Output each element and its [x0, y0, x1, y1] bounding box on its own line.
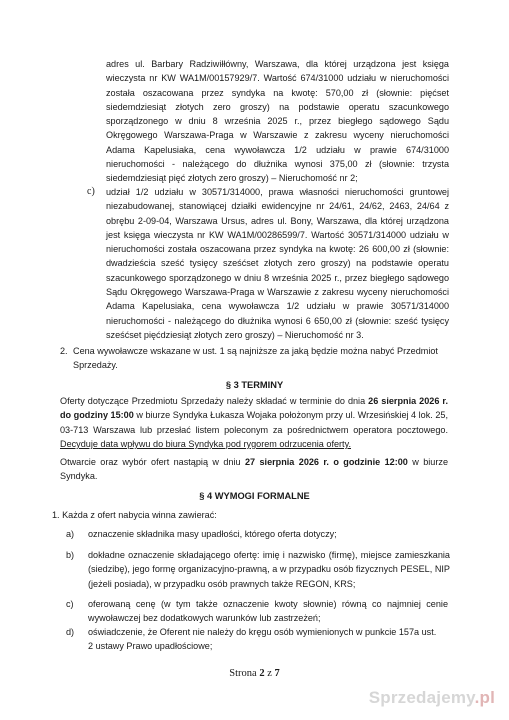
- page-number: Strona 2 z 7: [229, 668, 280, 679]
- list-label-2: 2.: [60, 346, 68, 356]
- requirement-item-c: oferowaną cenę (w tym także oznaczenie kwoty słownie) równą co najmniej cenie wywoławczej bez dodatkowych warunków lub zastrzeżeń;: [88, 599, 448, 624]
- requirement-label-d: d): [66, 627, 75, 637]
- property-3-paragraph: udział 1/2 udziału w 30571/314000, prawa własności nieruchomości gruntowej niezabudowanej, stanowiącej działki ewidencyjne nr 24/61, 24/62, 2463, 24/64 z obrębu 2-09-04, Warszawa Ursus, adres ul. Bony, Warszawa, dla której urządzona jest księga wieczysta nr KW WA1M/00286599/7. Wartość 30571/314000 udziału w nieruchomości została oszacowana przez syndyka na kwotę: 26 600,00 zł (słownie: dwadzieścia sześć tysięcy sześćset złotych zero groszy) na podstawie operatu szacunkowego sporządzonego w dniu 8 września 2025 r., przez biegłego sądowego Sądu Okręgowego Warszawa-Praga w Warszawie z zakresu wyceny nieruchomości Adama Kapelusiaka, cena wywoławcza 1/2 udziału w prawie 30571/314000 nieruchomości - należącego do dłużnika wynosi 6 650,00 zł (słownie: sześć tysięcy sześćset pięćdziesiąt złotych zero groszy) – Nieruchomość nr 3.: [106, 187, 449, 340]
- requirement-label-c: c): [66, 599, 74, 609]
- requirement-label-b: b): [66, 550, 75, 560]
- watermark-logo: Sprzedajemy.pl: [368, 688, 495, 707]
- list-label-c: c): [87, 186, 95, 197]
- requirement-item-a: oznaczenie składnika masy upadłości, którego oferta dotyczy;: [88, 529, 337, 539]
- offers-deadline-paragraph: Oferty dotyczące Przedmiotu Sprzedaży należy składać w terminie do dnia 26 sierpnia 2026 r. do godziny 15:00 w biurze Syndyka Łukasza Wojaka położonym przy ul. Wrzesińskiej 4 lok. 25, 03-713 Warszawa lub przesłać listem poleconym za pośrednictwem operatora pocztowego. Decyduje data wpływu do biura Syndyka pod rygorem odrzucenia oferty.: [60, 396, 448, 449]
- starting-price-note: Cena wywoławcze wskazane w ust. 1 są najniższe za jaką będzie można nabyć Przedmiot Sprzedaży.: [73, 346, 438, 371]
- requirement-item-b: dokładne oznaczenie składającego ofertę: imię i nazwisko (firmę), miejsce zamieszkania (siedzibę), jego formę organizacyjno-prawną, a w przypadku osób fizycznych PESEL, NIP (jeżeli posiada), w przypadku osób prawnych także REGON, KRS;: [88, 550, 450, 589]
- requirement-label-a: a): [66, 529, 75, 539]
- requirements-intro: 1. Każda z ofert nabycia winna zawierać:: [52, 510, 217, 520]
- section-4-heading: § 4 WYMOGI FORMALNE: [199, 491, 310, 501]
- section-3-heading: § 3 TERMINY: [225, 380, 284, 390]
- opening-paragraph: Otwarcie oraz wybór ofert nastąpią w dniu 27 sierpnia 2026 r. o godzinie 12:00 w biurze Syndyka.: [60, 457, 448, 482]
- requirement-item-d: oświadczenie, że Oferent nie należy do kręgu osób wymienionych w punkcie 157a ust. 2 ustawy Prawo upadłościowe;: [88, 627, 437, 652]
- opening-date: 27 sierpnia 2026 r. o godzinie 12:00: [244, 457, 408, 467]
- offers-deadline-date: 26 sierpnia 2026 r. do godziny 15:00: [60, 396, 448, 421]
- deadline-rule-note: Decyduje data wpływu do biura Syndyka pod rygorem odrzucenia oferty.: [60, 438, 351, 449]
- property-2-paragraph: adres ul. Barbary Radziwiłłówny, Warszawa, dla której urządzona jest księga wieczysta nr KW WA1M/00157929/7. Wartość 674/31000 udziału w nieruchomości została oszacowana przez syndyka na kwotę: 570,00 zł (słownie: pięćset siedemdziesiąt złotych zero groszy) na podstawie operatu szacunkowego sporządzonego w dniu 8 września 2025 r., przez biegłego sądowego Sądu Okręgowego Warszawa-Praga w Warszawie z zakresu wyceny nieruchomości Adama Kapelusiaka, cena wywoławcza 1/2 udziału w prawie 674/31000 nieruchomości - należącego do dłużnika wynosi 375,00 zł (słownie: trzysta siedemdziesiąt pięć złotych zero groszy) – Nieruchomość nr 2;: [106, 59, 449, 184]
